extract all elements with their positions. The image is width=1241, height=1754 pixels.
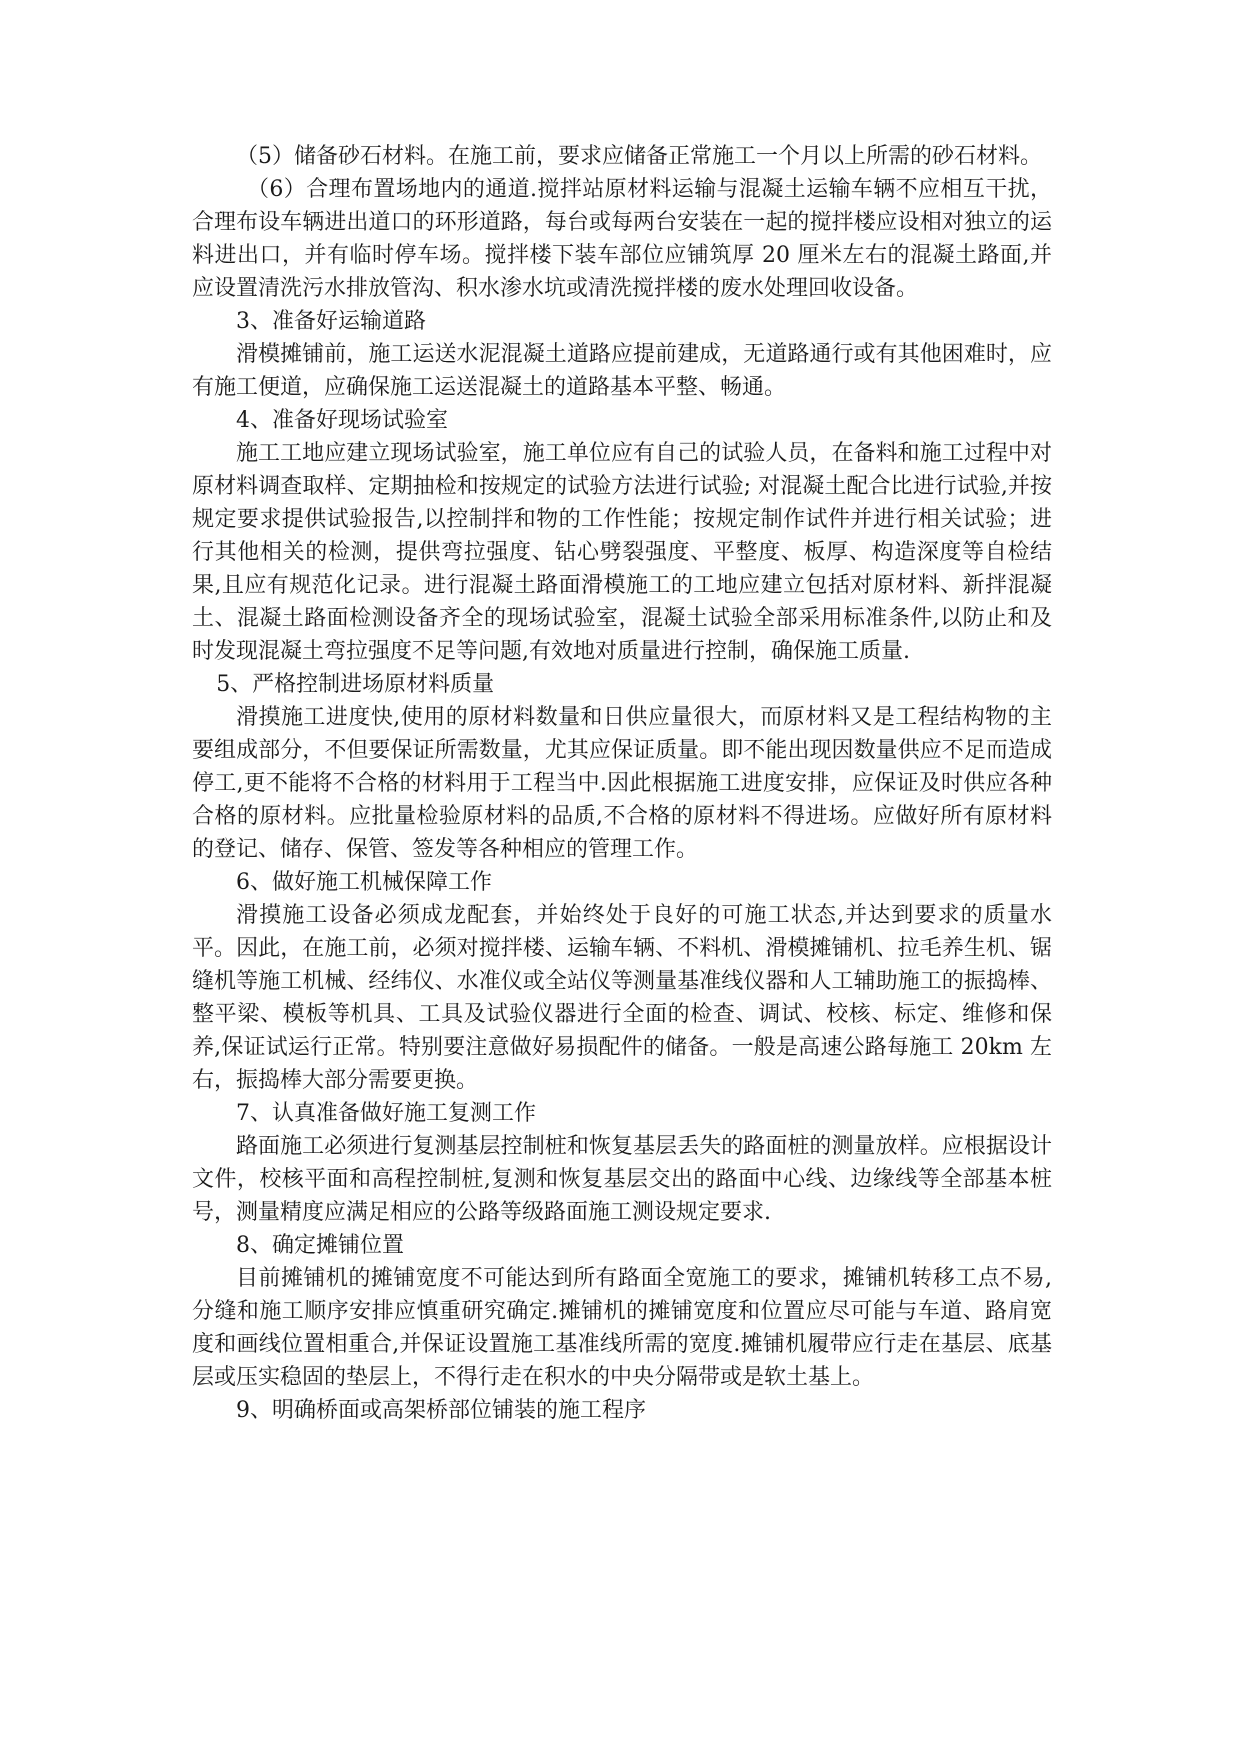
section-heading-5: 5、严格控制进场原材料质量	[216, 672, 495, 697]
paragraph-4: 施工工地应建立现场试验室，施工单位应有自己的试验人员，在备料和施工过程中对原材料调查取样、定期抽检和按规定的试验方法进行试验; 对混凝土配合比进行试验,并按规定要求提供试验报告,以控制拌和物的工作性能；按规定制作试件并进行相关试验；进行其他相关的检测，提供弯拉强度、钻心劈裂强度、平整度、板厚、构造深度等自检结果,且应有规范化记录。进行混凝土路面滑模施工的工地应建立包括对原材料、新拌混凝土、混凝土路面检测设备齐全的现场试验室，混凝土试验全部采用标准条件,以防止和及时发现混凝土弯拉强度不足等问题,有效地对质量进行控制，确保施工质量.	[192, 441, 1052, 664]
section-heading-6: 6、做好施工机械保障工作	[236, 870, 492, 895]
paragraph-1: （5）储备砂石材料。在施工前，要求应储备正常施工一个月以上所需的砂石材料。	[236, 144, 1042, 169]
paragraph-7: 路面施工必须进行复测基层控制桩和恢复基层丢失的路面桩的测量放样。应根据设计文件，校核平面和高程控制桩,复测和恢复基层交出的路面中心线、边缘线等全部基本桩号，测量精度应满足相应的公路等级路面施工测设规定要求.	[192, 1134, 1052, 1225]
paragraph-6: 滑摸施工设备必须成龙配套，并始终处于良好的可施工状态,并达到要求的质量水平。因此，在施工前，必须对搅拌楼、运输车辆、不料机、滑模摊铺机、拉毛养生机、锯缝机等施工机械、经纬仪、水准仪或全站仪等测量基准线仪器和人工辅助施工的振捣棒、整平梁、模板等机具、工具及试验仪器进行全面的检查、调试、校核、标定、维修和保养,保证试运行正常。特别要注意做好易损配件的储备。一般是高速公路每施工 20km 左右，振捣棒大部分需要更换。	[192, 903, 1052, 1093]
paragraph-5: 滑摸施工进度快,使用的原材料数量和日供应量很大，而原材料又是工程结构物的主要组成部分，不但要保证所需数量，尤其应保证质量。即不能出现因数量供应不足而造成停工,更不能将不合格的材料用于工程当中.因此根据施工进度安排，应保证及时供应各种合格的原材料。应批量检验原材料的品质,不合格的原材料不得进场。应做好所有原材料的登记、储存、保管、签发等各种相应的管理工作。	[192, 705, 1052, 862]
section-heading-7: 7、认真准备做好施工复测工作	[236, 1101, 536, 1126]
document-page	[192, 140, 1052, 1427]
paragraph-2: （6）合理布置场地内的通道.搅拌站原材料运输与混凝土运输车辆不应相互干扰，合理布设车辆进出道口的环形道路，每台或每两台安装在一起的搅拌楼应设相对独立的运料进出口，并有临时停车场。搅拌楼下装车部位应铺筑厚 20 厘米左右的混凝土路面,并应设置清洗污水排放管沟、积水渗水坑或清洗搅拌楼的废水处理回收设备。	[192, 177, 1052, 301]
paragraph-3: 滑模摊铺前，施工运送水泥混凝土道路应提前建成，无道路通行或有其他困难时，应有施工便道，应确保施工运送混凝土的道路基本平整、畅通。	[192, 342, 1052, 400]
section-heading-8: 8、确定摊铺位置	[236, 1233, 404, 1258]
section-heading-4: 4、准备好现场试验室	[236, 408, 448, 433]
section-heading-3: 3、准备好运输道路	[236, 309, 426, 334]
section-heading-9: 9、明确桥面或高架桥部位铺装的施工程序	[236, 1398, 646, 1423]
paragraph-8: 目前摊铺机的摊铺宽度不可能达到所有路面全宽施工的要求，摊铺机转移工点不易,分缝和施工顺序安排应慎重研究确定.摊铺机的摊铺宽度和位置应尽可能与车道、路肩宽度和画线位置相重合,并保证设置施工基准线所需的宽度.摊铺机履带应行走在基层、底基层或压实稳固的垫层上，不得行走在积水的中央分隔带或是软土基上。	[192, 1266, 1052, 1390]
